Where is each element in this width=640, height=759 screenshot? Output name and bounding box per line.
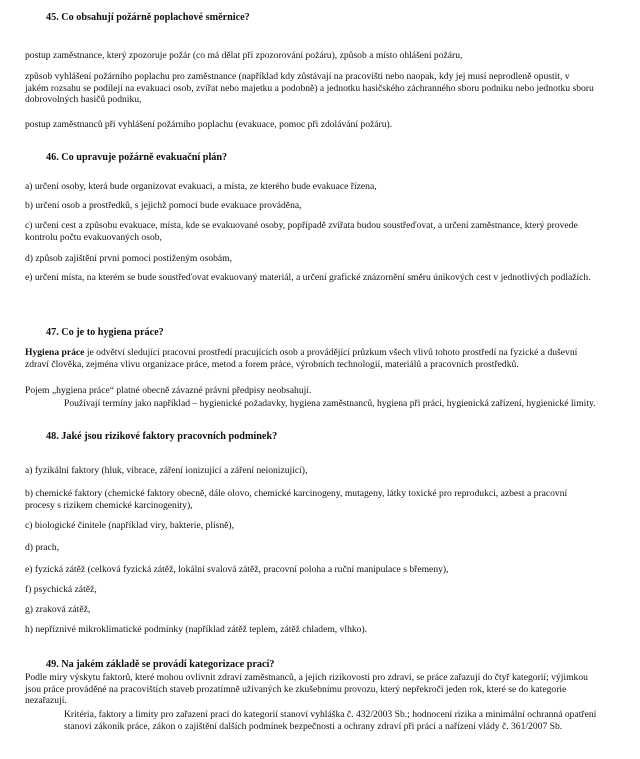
q48-item-e: e) fyzická zátěž (celková fyzická zátěž, lokální svalová zátěž, pracovní poloha a ruční manipulace s břemeny), xyxy=(25,564,449,575)
q48-item-c: c) biologické činitele (například viry, bakterie, plísně), xyxy=(25,520,235,531)
q48-item-d: d) prach, xyxy=(25,542,60,553)
q47-definition xyxy=(25,347,603,370)
q49-text: Podle míry výskytu faktorů, které mohou ovlivnit zdraví zaměstnanců, a jejich rizikovosti pro zdraví, se práce zařazují do čtyř kategorií; výjimkou jsou práce prováděné na pracovištích staveb prozatímně užívaných ke zkušebnímu provozu, který nepřekročí jeden rok, které se do kategorie nezařazují. xyxy=(25,672,588,707)
question-49-heading: 49. Na jakém základě se provádí kategorizace prací? xyxy=(46,659,275,670)
q46-item-e: e) určení místa, na kterém se bude soustřeďovat evakuovaný materiál, a určení grafické znázornění směru únikových cest v jednotlivých podlažích. xyxy=(25,272,591,283)
q48-item-b: b) chemické faktory (chemické faktory obecně, dále olovo, chemické karcinogeny, mutageny, látky toxické pro reprodukci, azbest a pracovní procesy s rizikem chemické karcinogenity), xyxy=(25,488,568,511)
q48-item-a: a) fyzikální faktory (hluk, vibrace, záření ionizující a záření neionizující), xyxy=(25,465,308,476)
question-48-heading: 48. Jaké jsou rizikové faktory pracovních podmínek? xyxy=(46,431,278,442)
q46-item-a: a) určení osoby, která bude organizovat evakuaci, a místa, ze kterého bude evakuace řízena, xyxy=(25,181,377,192)
q47-indented-text: Používají termíny jako například – hygienické požadavky, hygiena zaměstnanců, hygiena při práci, hygienická zařízení, hygienické limity. xyxy=(64,398,596,409)
q45-item-3: postup zaměstnanců při vyhlášení požárního poplachu (evakuace, pomoc při zdolávání požáru). xyxy=(25,119,393,130)
question-47-heading: 47. Co je to hygiena práce? xyxy=(46,327,164,338)
q48-item-h: h) nepříznivé mikroklimatické podmínky (například zátěž teplem, zátěž chladem, vlhko). xyxy=(25,624,368,635)
q46-item-b: b) určení osob a prostředků, s jejichž pomocí bude evakuace prováděna, xyxy=(25,200,302,211)
q45-item-1: postup zaměstnance, který zpozoruje požár (co má dělat při zpozorování požáru), způsob a místo ohlášení požáru, xyxy=(25,50,463,61)
q47-note: Pojem „hygiena práce“ platné obecně závazné právní předpisy neobsahují. xyxy=(25,385,312,396)
q47-term: Hygiena práce xyxy=(25,347,85,358)
q48-item-f: f) psychická zátěž, xyxy=(25,584,97,595)
question-46-heading: 46. Co upravuje požárně evakuační plán? xyxy=(46,152,228,163)
q46-item-c: c) určení cest a způsobu evakuace, místa, kde se evakuované osoby, popřípadě zvířata budou soustřeďovat, a určení zaměstnance, který provede kontrolu počtu evakuovaných osob, xyxy=(25,220,578,243)
q49-indented-text: Kritéria, faktory a limity pro zařazení prací do kategorií stanoví vyhláška č. 432/2003 Sb.; hodnocení rizika a minimální ochranná opatření stanoví zákoník práce, zákon o zajištění dalších podmínek bezpečnosti a ochrany zdraví při práci a nařízení vlády č. 361/2007 Sb. xyxy=(64,709,597,732)
q48-item-g: g) zraková zátěž, xyxy=(25,604,91,615)
q46-item-d: d) způsob zajištění první pomoci postiženým osobám, xyxy=(25,253,233,264)
q47-definition-text: je odvětví sledující pracovní prostředí pracujících osob a provádějící průzkum všech vlivů tohoto prostředí na fyzické a duševní zdraví člověka, zejména vlivu organizace práce, metod a forem práce, výrobních technologií, materiálů a pracovních prostředků. xyxy=(25,347,578,370)
q45-item-2: způsob vyhlášení požárního poplachu pro zaměstnance (například kdy zůstávají na pracovišti nebo naopak, kdy jej musí neprodleně opustit, v jakém rozsahu se podílejí na evakuaci osob, zvířat nebo majetku a podobně) a jednotku hasičského záchranného sboru podniku nebo jednotku sboru dobrovolných hasičů podniku, xyxy=(25,71,594,106)
question-45-heading: 45. Co obsahují požárně poplachové směrnice? xyxy=(46,12,250,23)
